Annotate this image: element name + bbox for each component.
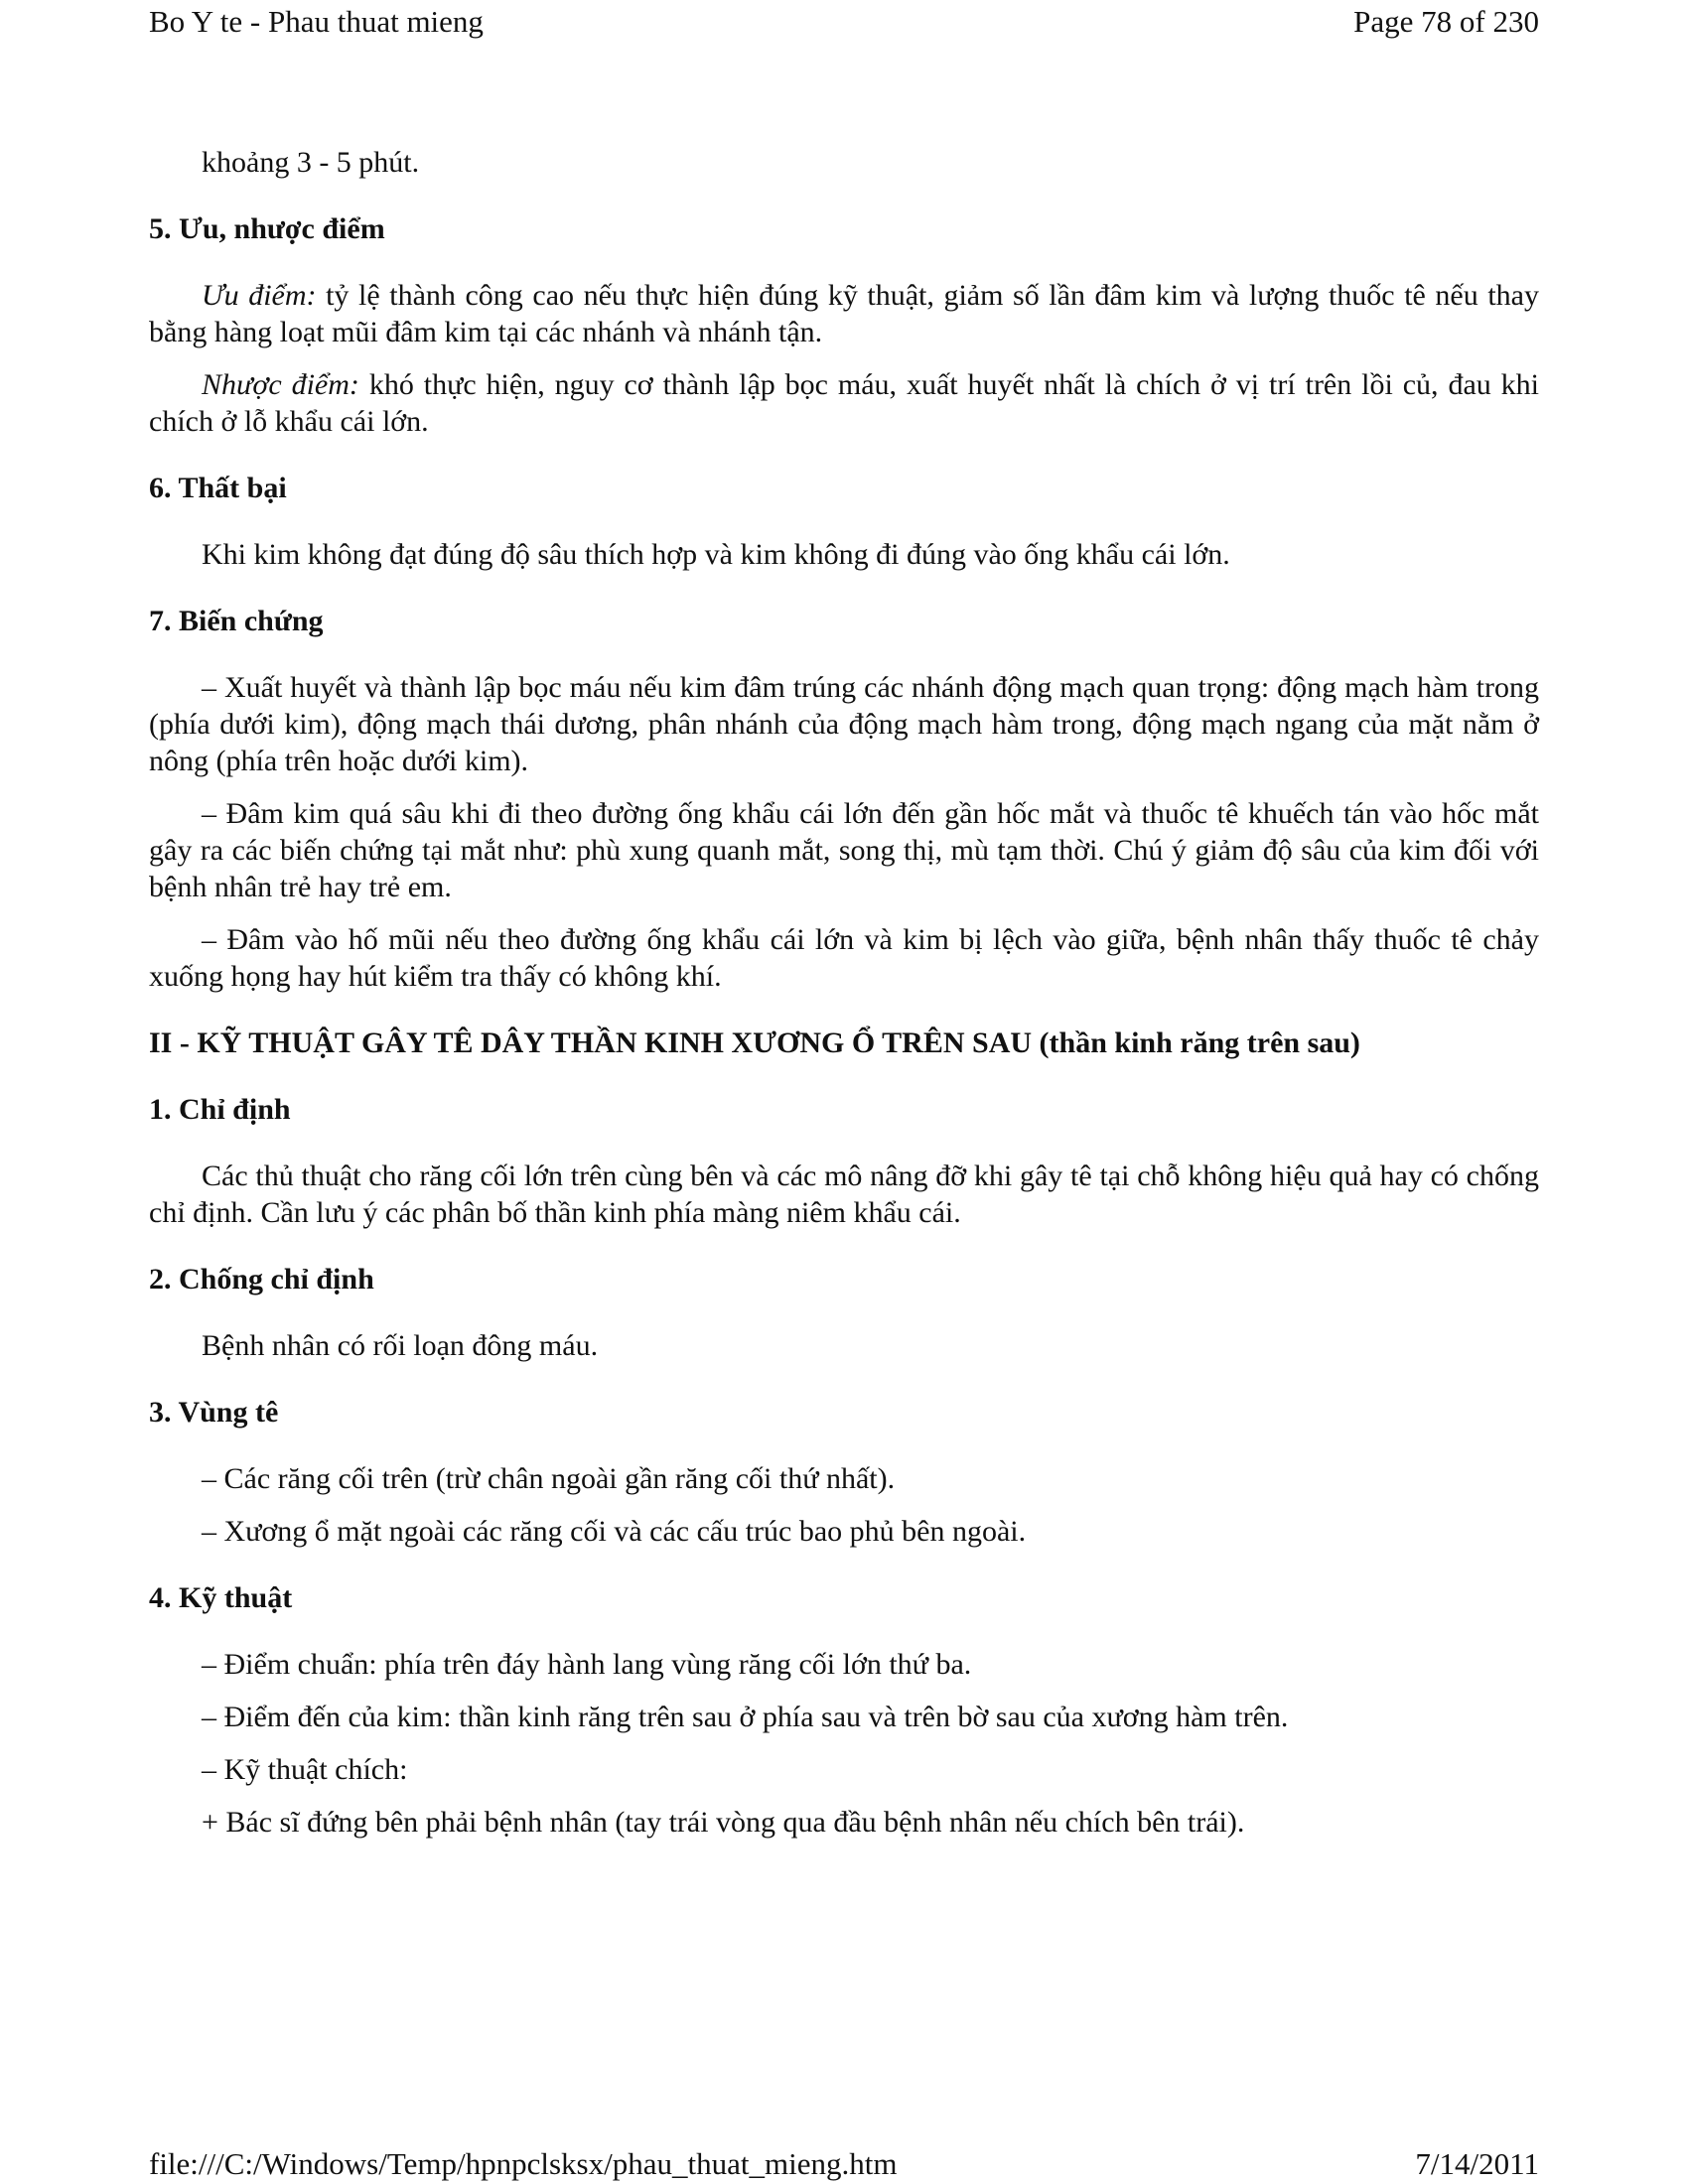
technique-item: – Kỹ thuật chích: <box>202 1753 408 1786</box>
anesthesia-area-item: – Các răng cối trên (trừ chân ngoài gần răng cối thứ nhất). <box>202 1462 896 1495</box>
technique-item: + Bác sĩ đứng bên phải bệnh nhân (tay trái vòng qua đầu bệnh nhân nếu chích bên trái). <box>202 1806 1245 1839</box>
disadvantages-label: Nhược điểm: <box>202 368 359 401</box>
advantages-label: Ưu điểm: <box>202 279 317 312</box>
disadvantages-paragraph <box>149 366 1539 440</box>
header-page-number: Page 78 of 230 <box>1353 4 1539 39</box>
indication-heading: 1. Chỉ định <box>149 1093 291 1126</box>
technique-heading: 4. Kỹ thuật <box>149 1581 293 1614</box>
technique-item: – Điểm đến của kim: thần kinh răng trên sau ở phía sau và trên bờ sau của xương hàm trên. <box>202 1701 1289 1733</box>
anesthesia-area-heading: 3. Vùng tê <box>149 1396 279 1429</box>
technique-item: – Điểm chuẩn: phía trên đáy hành lang vùng răng cối lớn thứ ba. <box>202 1648 972 1681</box>
header-title: Bo Y te - Phau thuat mieng <box>149 4 484 39</box>
advantages-paragraph <box>149 277 1539 350</box>
complication-item: – Đâm kim quá sâu khi đi theo đường ống khẩu cái lớn đến gần hốc mắt và thuốc tê khuếch tán vào hốc mắt gây ra các biến chứng tại mắt như: phù xung quanh mắt, song thị, mù tạm thời. Chú ý giảm độ sâu của kim đối với bệnh nhân trẻ hay trẻ em. <box>149 797 1539 903</box>
disadvantages-text: khó thực hiện, nguy cơ thành lập bọc máu, xuất huyết nhất là chích ở vị trí trên lồi củ, đau khi chích ở lỗ khẩu cái lớn. <box>149 368 1539 438</box>
footer-date: 7/14/2011 <box>1415 2146 1539 2181</box>
indication-paragraph: Các thủ thuật cho răng cối lớn trên cùng bên và các mô nâng đỡ khi gây tê tại chỗ không hiệu quả hay có chống chỉ định. Cần lưu ý các phân bố thần kinh phía màng niêm khẩu cái. <box>149 1160 1539 1229</box>
contraindication-paragraph: Bệnh nhân có rối loạn đông máu. <box>202 1329 599 1362</box>
page-footer <box>149 2144 1539 2184</box>
complication-item: – Xuất huyết và thành lập bọc máu nếu kim đâm trúng các nhánh động mạch quan trọng: động mạch hàm trong (phía dưới kim), động mạch thái dương, phân nhánh của động mạch hàm trong, động mạch ngang của mặt nằm ở nông (phía trên hoặc dưới kim). <box>149 671 1539 777</box>
intro-line: khoảng 3 - 5 phút. <box>202 146 420 179</box>
page-header <box>149 2 1539 42</box>
footer-file-path: file:///C:/Windows/Temp/hpnpclsksx/phau_thuat_mieng.htm <box>149 2146 898 2181</box>
section-6-heading: 6. Thất bại <box>149 472 287 504</box>
part-2-heading: II - KỸ THUẬT GÂY TÊ DÂY THẦN KINH XƯƠNG Ổ TRÊN SAU (thần kinh răng trên sau) <box>149 1026 1360 1059</box>
contraindication-heading: 2. Chống chỉ định <box>149 1263 374 1296</box>
anesthesia-area-item: – Xương ổ mặt ngoài các răng cối và các cấu trúc bao phủ bên ngoài. <box>202 1515 1027 1548</box>
document-body <box>149 144 1539 1841</box>
section-5-heading: 5. Ưu, nhược điểm <box>149 212 385 245</box>
advantages-text: tỷ lệ thành công cao nếu thực hiện đúng kỹ thuật, giảm số lần đâm kim và lượng thuốc tê nếu thay bằng hàng loạt mũi đâm kim tại các nhánh và nhánh tận. <box>149 279 1539 348</box>
complication-item: – Đâm vào hố mũi nếu theo đường ống khẩu cái lớn và kim bị lệch vào giữa, bệnh nhân thấy thuốc tê chảy xuống họng hay hút kiểm tra thấy có không khí. <box>149 923 1539 993</box>
section-7-heading: 7. Biến chứng <box>149 605 324 637</box>
failure-paragraph: Khi kim không đạt đúng độ sâu thích hợp và kim không đi đúng vào ống khẩu cái lớn. <box>202 538 1230 571</box>
